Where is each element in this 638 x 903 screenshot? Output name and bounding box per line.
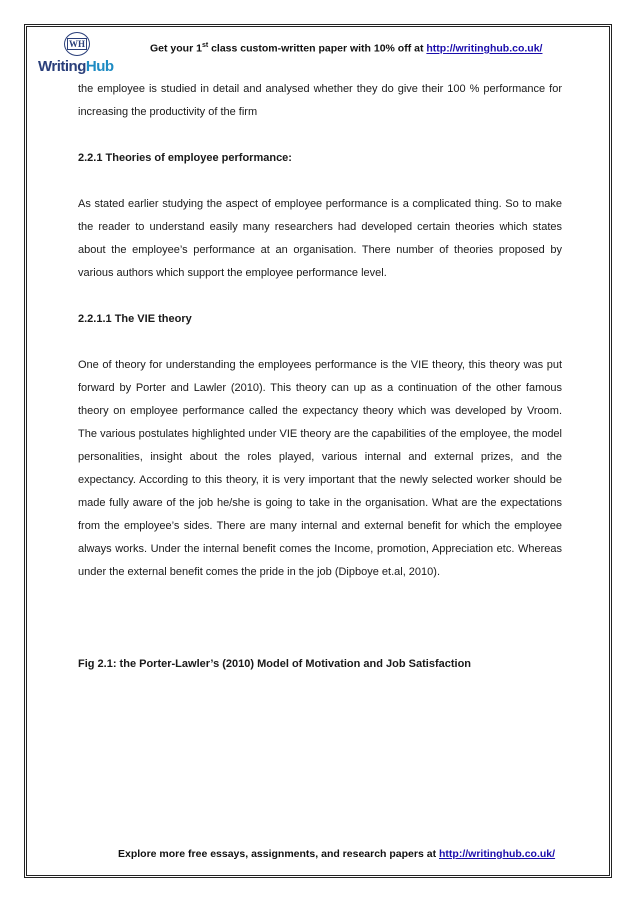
heading-theories: 2.2.1 Theories of employee performance: <box>78 152 292 164</box>
heading-vie-theory: 2.2.1.1 The VIE theory <box>78 313 192 325</box>
header-promo <box>150 42 542 55</box>
document-body <box>78 78 562 676</box>
figure-caption: Fig 2.1: the Porter-Lawler’s (2010) Model of Motivation and Job Satisfaction <box>78 658 472 670</box>
paragraph-intro: the employee is studied in detail and analysed whether they do give their 100 % performance for increasing the productivity of the firm <box>78 83 562 118</box>
header-promo-sup: st <box>201 42 209 49</box>
header-link[interactable]: http://writinghub.co.uk/ <box>426 42 543 55</box>
logo-word-hub: Hub <box>85 58 114 75</box>
paragraph-theories: As stated earlier studying the aspect of employee performance is a complicated thing. So to make the reader to understand easily many researchers had developed certain theories which states about the employee’s performance at an organisation. There number of theories proposed by various authors which support the employee performance level. <box>78 198 562 279</box>
book-emblem-icon <box>64 32 90 56</box>
footer-promo-text: Explore more free essays, assignments, and research papers at <box>118 848 439 860</box>
header-promo-mid: class custom-written paper with 10% off at <box>208 42 427 55</box>
writinghub-logo[interactable] <box>38 32 114 80</box>
logo-wordmark <box>38 58 114 75</box>
footer-link[interactable]: http://writinghub.co.uk/ <box>439 848 556 860</box>
logo-word-writing: Writing <box>38 58 86 75</box>
paragraph-vie-theory: One of theory for understanding the employees performance is the VIE theory, this theory was put forward by Porter and Lawler (2010). This theory can up as a continuation of the other famous theory on employee performance called the expectancy theory which was developed by Vroom. The various postulates highlighted under VIE theory are the capabilities of the employee, the model personalities, insight about the roles played, various internal and external prizes, and the expectancy. According to this theory, it is very important that the newly selected worker should be made fully aware of the job he/she is going to take in the organisation. What are the expectations from the employee’s sides. There are many internal and external benefit for which the employee always works. Under the internal benefit comes the Income, promotion, Appreciation etc. Whereas under the external benefit comes the pride in the job (Dipboye et.al, 2010). <box>78 359 562 578</box>
emblem-letters: WH <box>68 39 85 49</box>
header-promo-pre: Get your 1 <box>150 42 202 55</box>
footer-promo <box>118 848 555 860</box>
